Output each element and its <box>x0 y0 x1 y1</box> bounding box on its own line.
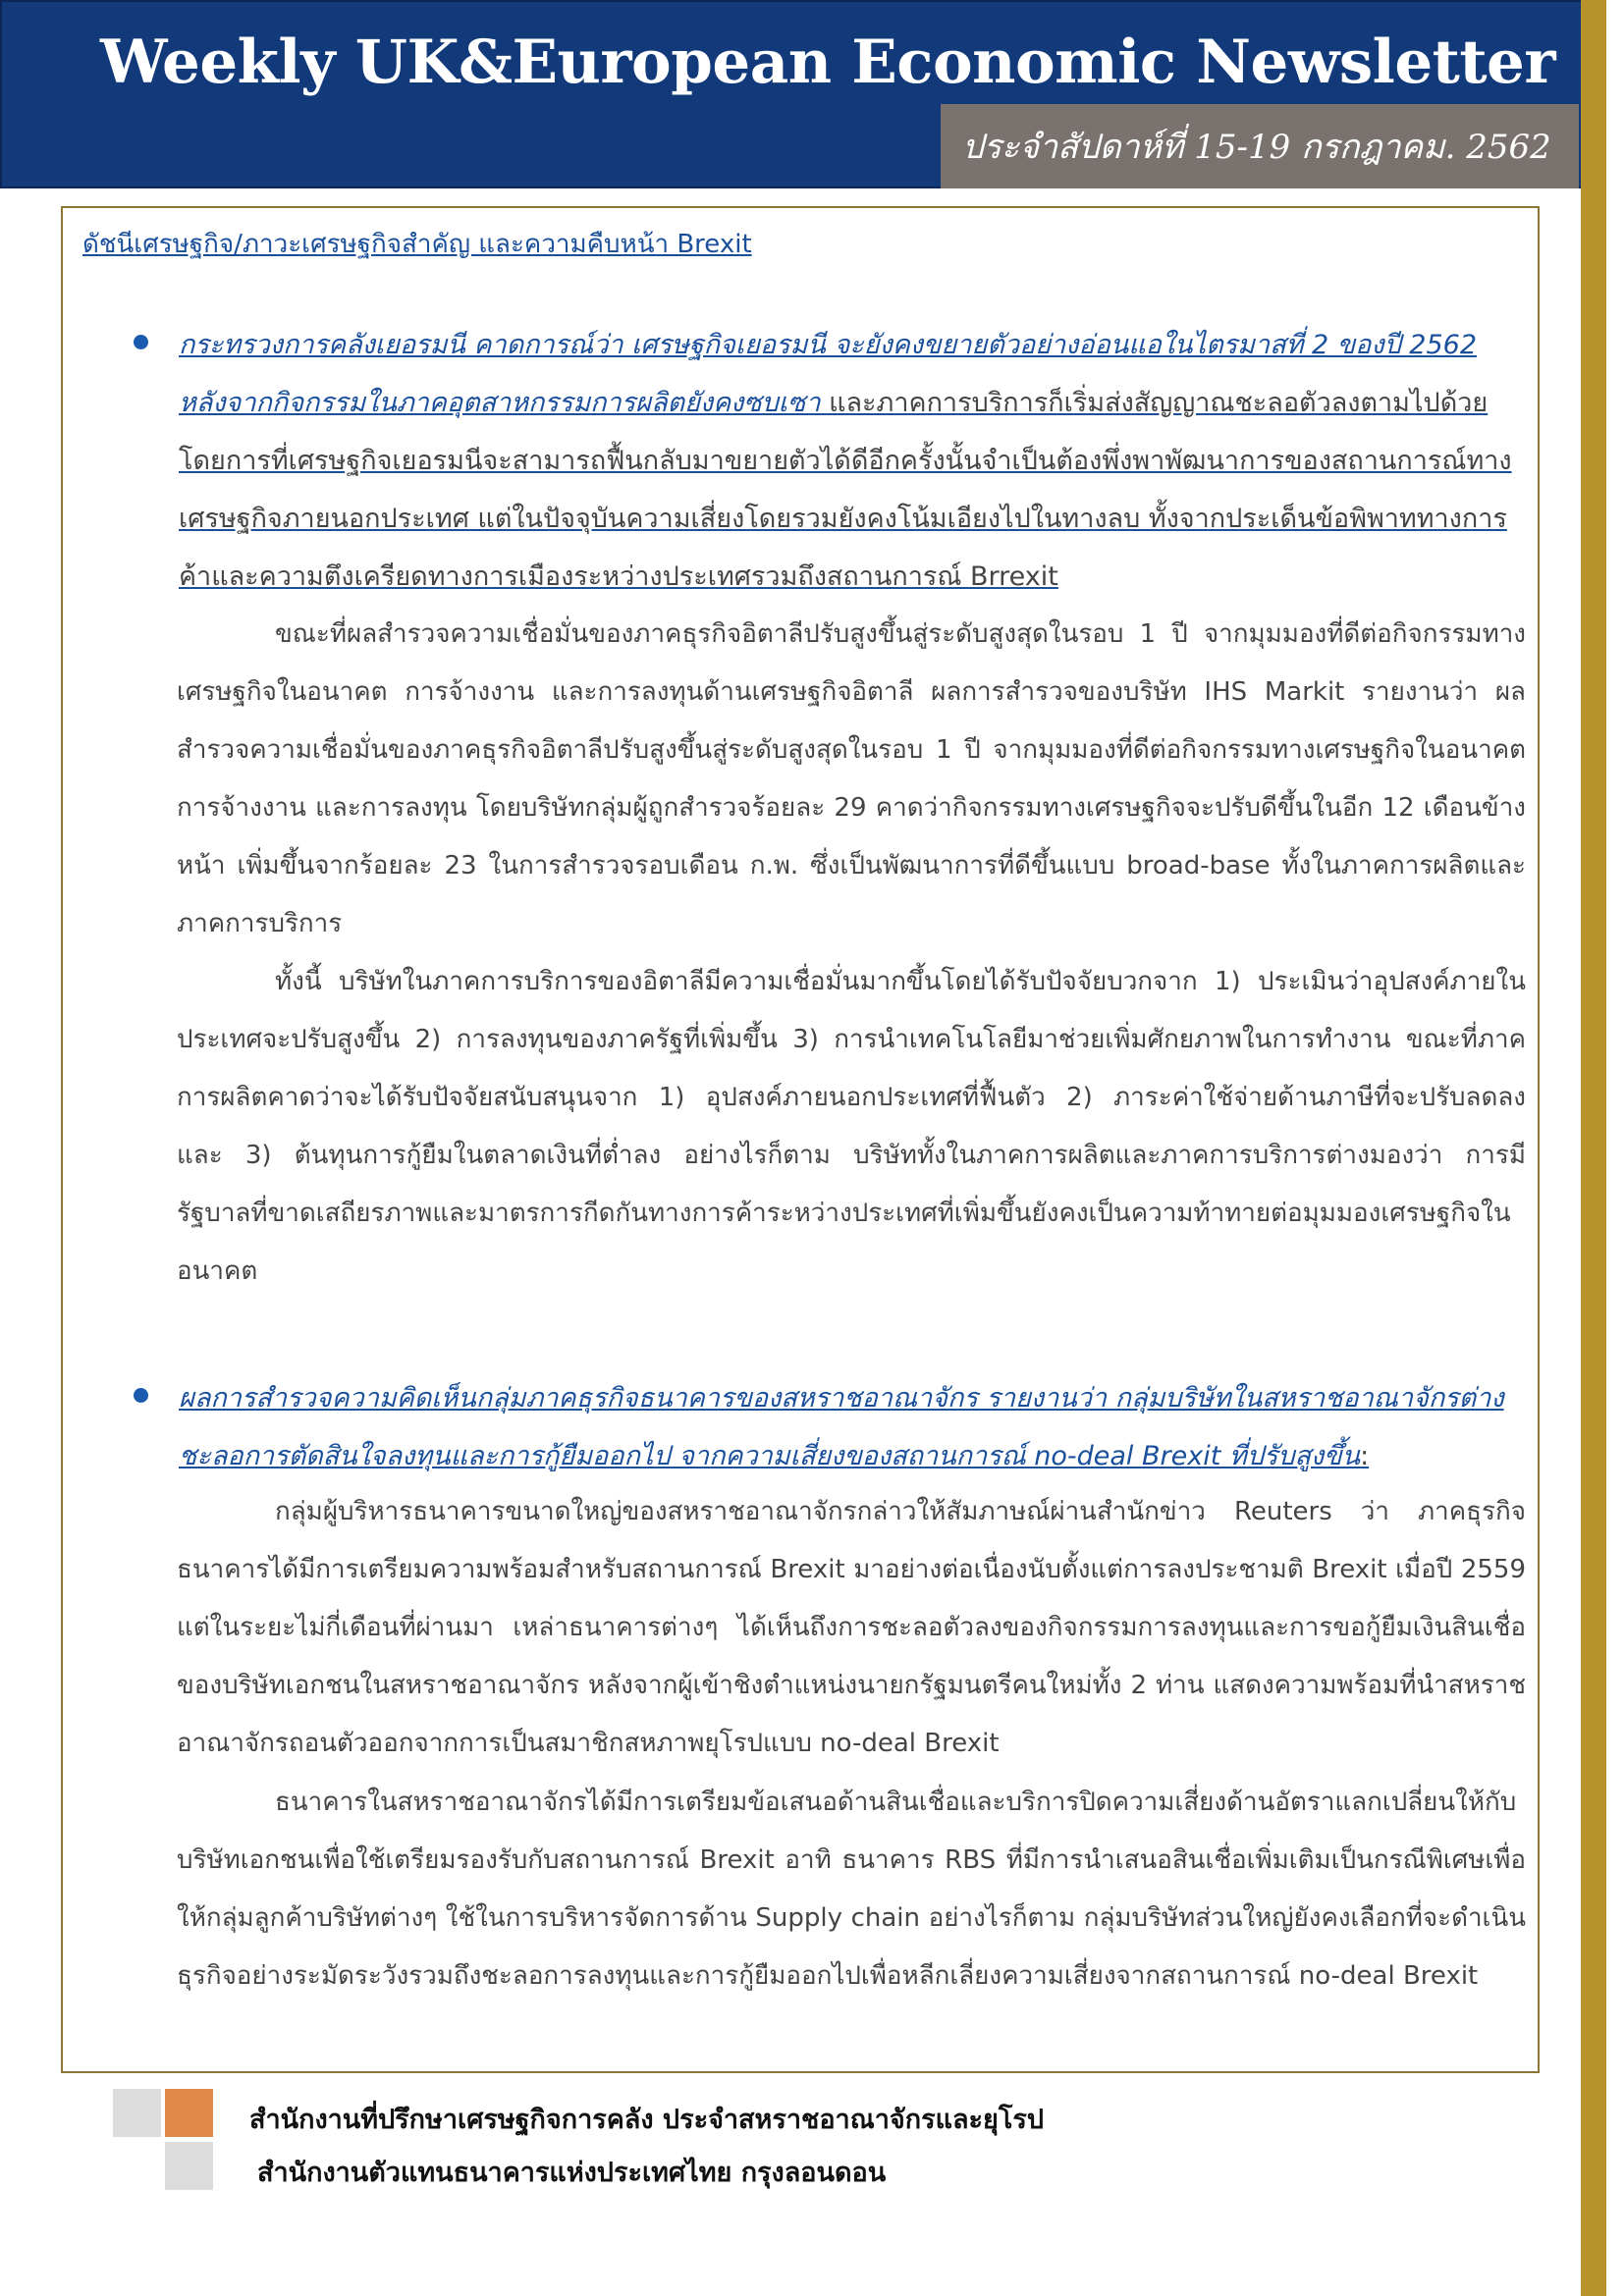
headline-link: กระทรวงการคลังเยอรมนี คาดการณ์ว่า เศรษฐกิจเยอรมนี จะยังคงขยายตัวอย่างอ่อนแอในไตรมาสที่ 2 ของปี 2562 หลังจากกิจกรรมในภาคอุตสาหกรรมการผลิตยังคงซบเซา <box>179 330 1477 418</box>
footer-office-name: สำนักงานที่ปรึกษาเศรษฐกิจการคลัง ประจำสหราชอาณาจักรและยุโรป <box>249 2105 1044 2135</box>
bullet-icon <box>134 335 148 349</box>
headline-continuation: และภาคการบริการก็เริ่มส่งสัญญาณชะลอตัวลงตามไปด้วย โดยการที่เศรษฐกิจเยอรมนีจะสามารถฟื้นกลับมาขยายตัวได้ดีอีกครั้งนั้นจำเป็นต้องพึ่งพาพัฒนาการของสถานการณ์ทางเศรษฐกิจภายนอกประเทศ แต่ในปัจจุบันความเสี่ยงโดยรวมยังคงโน้มเอียงไปในทางลบ ทั้งจากประเด็นข้อพิพาททางการค้าและความตึงเครียดทางการเมืองระหว่างประเทศรวมถึงสถานการณ์ Brrexit <box>179 388 1512 592</box>
headline-link: ผลการสำรวจความคิดเห็นกลุ่มภาคธุรกิจธนาคารของสหราชอาณาจักร รายงานว่า กลุ่มบริษัทในสหราชอาณาจักรต่างชะลอการตัดสินใจลงทุนและการกู้ยืมออกไป จากความเสี่ยงของสถานการณ์ no-deal Brexit ที่ปรับสูงขึ้น <box>179 1383 1504 1471</box>
issue-date-box <box>941 104 1579 188</box>
headline-continuation: : <box>1360 1441 1370 1471</box>
news-paragraph: ทั้งนี้ บริษัทในภาคการบริการของอิตาลีมีความเชื่อมั่นมากขึ้นโดยได้รับปัจจัยบวกจาก 1) ประเมินว่าอุปสงค์ภายในประเทศจะปรับสูงขึ้น 2) การลงทุนของภาครัฐที่เพิ่มขึ้น 3) การนำเทคโนโลยีมาช่วยเพิ่มศักยภาพในการทำงาน ขณะที่ภาคการผลิตคาดว่าจะได้รับปัจจัยสนับสนุนจาก 1) อุปสงค์ภายนอกประเทศที่ฟื้นตัว 2) ภาระค่าใช้จ่ายด้านภาษีที่จะปรับลดลง และ 3) ต้นทุนการกู้ยืมในตลาดเงินที่ต่ำลง อย่างไรก็ตาม บริษัททั้งในภาคการผลิตและภาคการบริการต่างมองว่า การมีรัฐบาลที่ขาดเสถียรภาพและมาตรการกีดกันทางการค้าระหว่างประเทศที่เพิ่มขึ้นยังคงเป็นความท้าทายต่อมุมมองเศรษฐกิจในอนาคต <box>177 967 1526 1286</box>
issue-date: ประจำสัปดาห์ที่ 15-19 กรกฎาคม. 2562 <box>962 128 1551 167</box>
footer-decor-square <box>165 2089 213 2137</box>
footer-decor-square <box>113 2089 161 2137</box>
newsletter-title: Weekly UK&European Economic Newsletter <box>100 27 1555 97</box>
news-paragraph: กลุ่มผู้บริหารธนาคารขนาดใหญ่ของสหราชอาณาจักรกล่าวให้สัมภาษณ์ผ่านสำนักข่าว Reuters ว่า ภาคธุรกิจธนาคารได้มีการเตรียมความพร้อมสำหรับสถานการณ์ Brexit มาอย่างต่อเนื่องนับตั้งแต่การลงประชามติ Brexit เมื่อปี 2559 แต่ในระยะไม่กี่เดือนที่ผ่านมา เหล่าธนาคารต่างๆ ได้เห็นถึงการชะลอตัวลงของกิจกรรมการลงทุนและการขอกู้ยืมเงินสินเชื่อของบริษัทเอกชนในสหราชอาณาจักร หลังจากผู้เข้าชิงตำแหน่งนายกรัฐมนตรีคนใหม่ทั้ง 2 ท่าน แสดงความพร้อมที่นำสหราชอาณาจักรถอนตัวออกจากการเป็นสมาชิกสหภาพยุโรปแบบ no-deal Brexit <box>177 1497 1526 1758</box>
decorative-side-bar <box>1581 0 1606 2296</box>
footer-bank-name: สำนักงานตัวแทนธนาคารแห่งประเทศไทย กรุงลอนดอน <box>257 2158 887 2188</box>
news-item-headline <box>179 1369 1526 1485</box>
bullet-icon <box>134 1388 148 1403</box>
footer-decor-square <box>165 2142 213 2190</box>
news-paragraph: ธนาคารในสหราชอาณาจักรได้มีการเตรียมข้อเสนอด้านสินเชื่อและบริการปิดความเสี่ยงด้านอัตราแลกเปลี่ยนให้กับบริษัทเอกชนเพื่อใช้เตรียมรองรับกับสถานการณ์ Brexit อาทิ ธนาคาร RBS ที่มีการนำเสนอสินเชื่อเพิ่มเติมเป็นกรณีพิเศษเพื่อให้กลุ่มลูกค้าบริษัทต่างๆ ใช้ในการบริหารจัดการด้าน Supply chain อย่างไรก็ตาม กลุ่มบริษัทส่วนใหญ่ยังคงเลือกที่จะดำเนินธุรกิจอย่างระมัดระวังรวมถึงชะลอการลงทุนและการกู้ยืมออกไปเพื่อหลีกเลี่ยงความเสี่ยงจากสถานการณ์ no-deal Brexit <box>177 1788 1526 1991</box>
news-paragraph: ขณะที่ผลสำรวจความเชื่อมั่นของภาคธุรกิจอิตาลีปรับสูงขึ้นสู่ระดับสูงสุดในรอบ 1 ปี จากมุมมองที่ดีต่อกิจกรรมทางเศรษฐกิจในอนาคต การจ้างงาน และการลงทุนด้านเศรษฐกิจอิตาลี ผลการสำรวจของบริษัท IHS Markit รายงานว่า ผลสำรวจความเชื่อมั่นของภาคธุรกิจอิตาลีปรับสูงขึ้นสู่ระดับสูงสุดในรอบ 1 ปี จากมุมมองที่ดีต่อกิจกรรมทางเศรษฐกิจในอนาคต การจ้างงาน และการลงทุน โดยบริษัทกลุ่มผู้ถูกสำรวจร้อยละ 29 คาดว่ากิจกรรมทางเศรษฐกิจจะปรับดีขึ้นในอีก 12 เดือนข้างหน้า เพิ่มขึ้นจากร้อยละ 23 ในการสำรวจรอบเดือน ก.พ. ซึ่งเป็นพัฒนาการที่ดีขึ้นแบบ broad-base ทั้งในภาคการผลิตและภาคการบริการ <box>177 619 1526 938</box>
section-heading: ดัชนีเศรษฐกิจ/ภาวะเศรษฐกิจสำคัญ และความคืบหน้า Brexit <box>82 230 752 259</box>
news-item-headline <box>179 316 1526 606</box>
